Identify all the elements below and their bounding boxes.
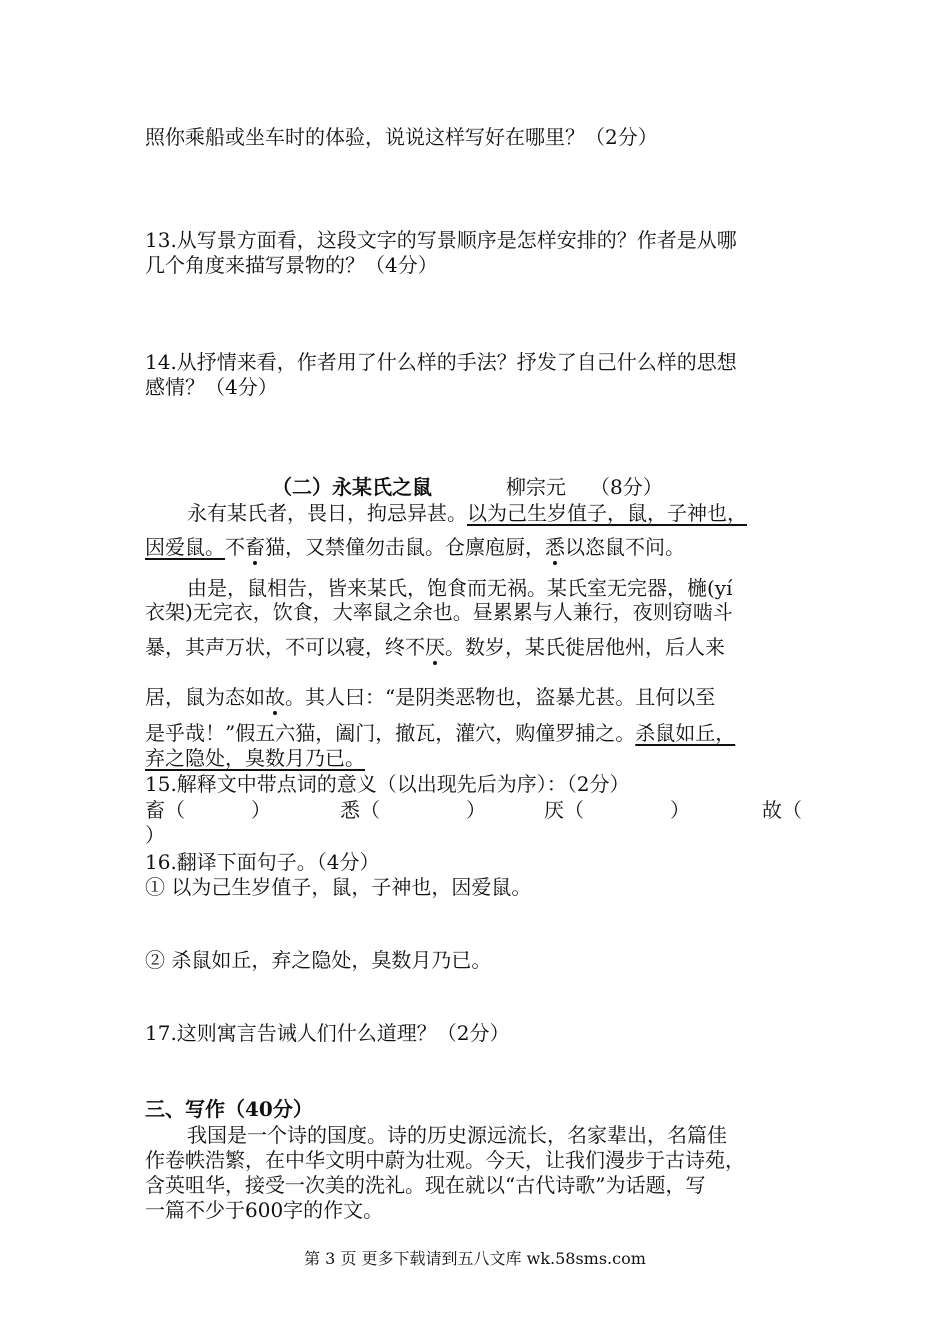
q15-blank-4 xyxy=(762,797,802,823)
passage-text: 以恣鼠不问。 xyxy=(565,535,685,559)
q15-word: 厌（ xyxy=(544,798,584,822)
section2-heading xyxy=(272,474,663,500)
passage-text: 永有某氏者，畏日，拘忌异甚。 xyxy=(187,501,467,525)
underlined-sentence: 因爱鼠。 xyxy=(145,535,225,559)
passage-text: 。其人曰：“是阴类恶物也，盗暴尤甚。且何以至 xyxy=(285,685,716,709)
passage-p2-line3 xyxy=(145,634,725,660)
q13-line1: 13.从写景方面看，这段文字的写景顺序是怎样安排的？作者是从哪 xyxy=(145,228,737,252)
q16-sentence-1: ① 以为己生岁值子，鼠，子神也，因爱鼠。 xyxy=(145,875,532,899)
section2-score: （8分） xyxy=(590,475,663,499)
q15-paren: ） xyxy=(670,798,690,822)
q15-blank-1 xyxy=(145,797,271,823)
section3-title: 三、写作（40分） xyxy=(145,1097,313,1121)
q14-line2: 感情？（4分） xyxy=(145,375,278,399)
q15-word: 悉（ xyxy=(340,798,380,822)
q15-paren: ） xyxy=(251,798,271,822)
passage-text: 居，鼠为态如 xyxy=(145,685,265,709)
section2-title: （二）永某氏之鼠 xyxy=(272,475,432,499)
passage-text: 猫，又禁僮勿击鼠。仓廪庖厨， xyxy=(265,535,545,559)
section2-author: 柳宗元 xyxy=(506,475,566,499)
section3-line3: 含英咀华，接受一次美的洗礼。现在就以“古代诗歌”为话题，写 xyxy=(145,1173,706,1197)
section3-line4: 一篇不少于600字的作文。 xyxy=(145,1198,384,1222)
q12-text: 照你乘船或坐车时的体验，说说这样写好在哪里？（2分） xyxy=(145,125,658,149)
section3-line1: 我国是一个诗的国度。诗的历史源远流长，名家辈出，名篇佳 xyxy=(187,1123,727,1147)
q16-stem: 16.翻译下面句子。（4分） xyxy=(145,850,380,874)
passage-text: 是乎哉！”假五六猫，阖门，撤瓦，灌穴，购僮罗捕之。 xyxy=(145,721,636,745)
dotted-word-gu: 故 xyxy=(265,685,285,709)
q15-stem: 15.解释文中带点词的意义（以出现先后为序）：（2分） xyxy=(145,772,630,796)
q16-sentence-2: ② 杀鼠如丘，弃之隐处，臭数月乃已。 xyxy=(145,948,492,972)
passage-text: 。数岁，某氏徙居他州，后人来 xyxy=(445,635,725,659)
passage-p2-line5 xyxy=(145,720,735,746)
q15-paren: ） xyxy=(466,798,486,822)
passage-p2-line2: 衣架)无完衣，饮食，大率鼠之余也。昼累累与人兼行，夜则窃啮斗 xyxy=(145,600,733,624)
dotted-word-yan: 厌 xyxy=(425,635,445,659)
q15-blank-2 xyxy=(340,797,486,823)
dotted-word-xi: 悉 xyxy=(545,535,565,559)
q15-word: 畜（ xyxy=(145,798,185,822)
section3-line2: 作卷帙浩繁，在中华文明中蔚为壮观。今天，让我们漫步于古诗苑， xyxy=(145,1148,745,1172)
underlined-sentence: 以为己生岁值子，鼠，子神也， xyxy=(467,501,747,525)
q13-line2: 几个角度来描写景物的？（4分） xyxy=(145,253,438,277)
dotted-word-chu: 畜 xyxy=(245,535,265,559)
q17-text: 17.这则寓言告诫人们什么道理？（2分） xyxy=(145,1021,510,1045)
passage-p2-line6 xyxy=(145,745,365,771)
q14-line1: 14.从抒情来看，作者用了什么样的手法？抒发了自己什么样的思想 xyxy=(145,350,737,374)
passage-p1-line2 xyxy=(145,534,685,560)
passage-text: 不 xyxy=(225,535,245,559)
q15-blank-3 xyxy=(544,797,690,823)
passage-p1-line1 xyxy=(187,500,747,526)
passage-text: 暴，其声万状，不可以寝，终不 xyxy=(145,635,425,659)
page-footer: 第 3 页 更多下载请到五八文库 wk.58sms.com xyxy=(304,1249,646,1268)
underlined-sentence: 杀鼠如丘， xyxy=(635,721,736,745)
underlined-sentence: 弃之隐处，臭数月乃已。 xyxy=(145,746,365,770)
passage-p2-line4 xyxy=(145,684,715,710)
q15-word: 故（ xyxy=(762,798,802,822)
q15-blank-4-close: ） xyxy=(145,823,165,847)
passage-p2-line1: 由是，鼠相告，皆来某氏，饱食而无祸。某氏室无完器，椸(yí xyxy=(187,576,733,600)
